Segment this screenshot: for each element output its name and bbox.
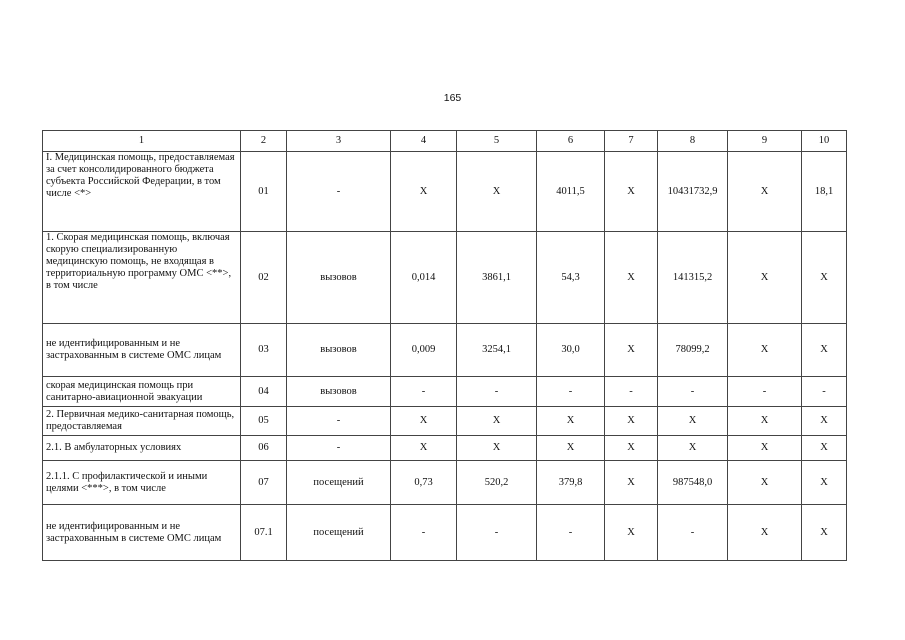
table-cell: 05 [241, 407, 287, 436]
table-row [43, 324, 847, 377]
table-cell: X [802, 407, 847, 436]
table-cell: - [537, 377, 605, 407]
table-cell: - [287, 152, 391, 232]
table-cell: вызовов [287, 324, 391, 377]
table-cell: 520,2 [457, 461, 537, 505]
table-cell: 07.1 [241, 505, 287, 561]
table-cell: X [728, 505, 802, 561]
table-cell: X [605, 324, 658, 377]
table-cell: X [728, 407, 802, 436]
table-cell: X [457, 436, 537, 461]
header-cell: 3 [287, 131, 391, 152]
table-row [43, 377, 847, 407]
table-cell: X [658, 436, 728, 461]
table-cell: 10431732,9 [658, 152, 728, 232]
table-cell: - [537, 505, 605, 561]
header-cell: 6 [537, 131, 605, 152]
table-cell: 02 [241, 232, 287, 324]
row-label-cell: скорая медицинская помощь при санитарно-авиационной эвакуации [43, 377, 241, 407]
page-number: 165 [443, 92, 462, 104]
header-row [43, 131, 847, 152]
data-table [42, 130, 847, 561]
table-cell: 78099,2 [658, 324, 728, 377]
table-cell: X [728, 461, 802, 505]
table-cell: 18,1 [802, 152, 847, 232]
table-cell: 54,3 [537, 232, 605, 324]
table-cell: 3254,1 [457, 324, 537, 377]
table-cell: X [728, 436, 802, 461]
table-row [43, 152, 847, 232]
table-cell: - [457, 377, 537, 407]
table-cell: посещений [287, 461, 391, 505]
row-label-cell: 2.1.1. С профилактической и иными целями <***>, в том числе [43, 461, 241, 505]
table-cell: - [457, 505, 537, 561]
header-cell: 1 [43, 131, 241, 152]
table-cell: - [728, 377, 802, 407]
header-cell: 8 [658, 131, 728, 152]
table-cell: 0,014 [391, 232, 457, 324]
table-cell: вызовов [287, 232, 391, 324]
table-row [43, 461, 847, 505]
table-cell: 06 [241, 436, 287, 461]
table-cell: - [391, 505, 457, 561]
table-cell: X [728, 152, 802, 232]
row-label-cell: не идентифицированным и не застрахованным в системе ОМС лицам [43, 505, 241, 561]
table-row [43, 436, 847, 461]
table-cell: - [287, 436, 391, 461]
table-cell: 01 [241, 152, 287, 232]
table-cell: X [802, 232, 847, 324]
table-cell: 03 [241, 324, 287, 377]
row-label-cell: 2. Первичная медико-санитарная помощь, предоставляемая [43, 407, 241, 436]
row-label-cell: не идентифицированным и не застрахованным в системе ОМС лицам [43, 324, 241, 377]
table-cell: 987548,0 [658, 461, 728, 505]
table-cell: X [605, 152, 658, 232]
table-cell: посещений [287, 505, 391, 561]
table-cell: 07 [241, 461, 287, 505]
table-cell: X [391, 436, 457, 461]
table-cell: - [287, 407, 391, 436]
header-cell: 10 [802, 131, 847, 152]
header-cell: 5 [457, 131, 537, 152]
table-cell: 4011,5 [537, 152, 605, 232]
table-cell: 04 [241, 377, 287, 407]
table-cell: X [802, 505, 847, 561]
row-label-cell: I. Медицинская помощь, предоставляемая за счет консолидированного бюджета субъекта Российской Федерации, в том числе <*> [43, 152, 241, 232]
table-cell: X [605, 407, 658, 436]
table-cell: - [391, 377, 457, 407]
header-cell: 9 [728, 131, 802, 152]
table-row [43, 232, 847, 324]
table-cell: 3861,1 [457, 232, 537, 324]
header-cell: 2 [241, 131, 287, 152]
table-cell: X [457, 152, 537, 232]
table-cell: 141315,2 [658, 232, 728, 324]
table-cell: вызовов [287, 377, 391, 407]
table-cell: X [537, 436, 605, 461]
table-cell: X [802, 461, 847, 505]
row-label-cell: 2.1. В амбулаторных условиях [43, 436, 241, 461]
table-cell: X [605, 232, 658, 324]
table-cell: - [802, 377, 847, 407]
table-cell: 0,73 [391, 461, 457, 505]
table-cell: X [802, 436, 847, 461]
header-cell: 4 [391, 131, 457, 152]
table-cell: 379,8 [537, 461, 605, 505]
table-cell: - [605, 377, 658, 407]
table-cell: X [605, 436, 658, 461]
table-row [43, 505, 847, 561]
table-cell: X [728, 324, 802, 377]
table-cell: X [391, 152, 457, 232]
row-label-cell: 1. Скорая медицинская помощь, включая скорую специализированную медицинскую помощь, не входящая в территориальную программу ОМС <**>, в том числе [43, 232, 241, 324]
table-cell: 30,0 [537, 324, 605, 377]
table-cell: - [658, 505, 728, 561]
table-cell: X [658, 407, 728, 436]
header-cell: 7 [605, 131, 658, 152]
table-cell: X [391, 407, 457, 436]
table-cell: X [457, 407, 537, 436]
table-cell: X [802, 324, 847, 377]
table-cell: X [605, 505, 658, 561]
table-cell: 0,009 [391, 324, 457, 377]
table-cell: X [537, 407, 605, 436]
table-cell: X [605, 461, 658, 505]
table-cell: - [658, 377, 728, 407]
table-row [43, 407, 847, 436]
table-cell: X [728, 232, 802, 324]
